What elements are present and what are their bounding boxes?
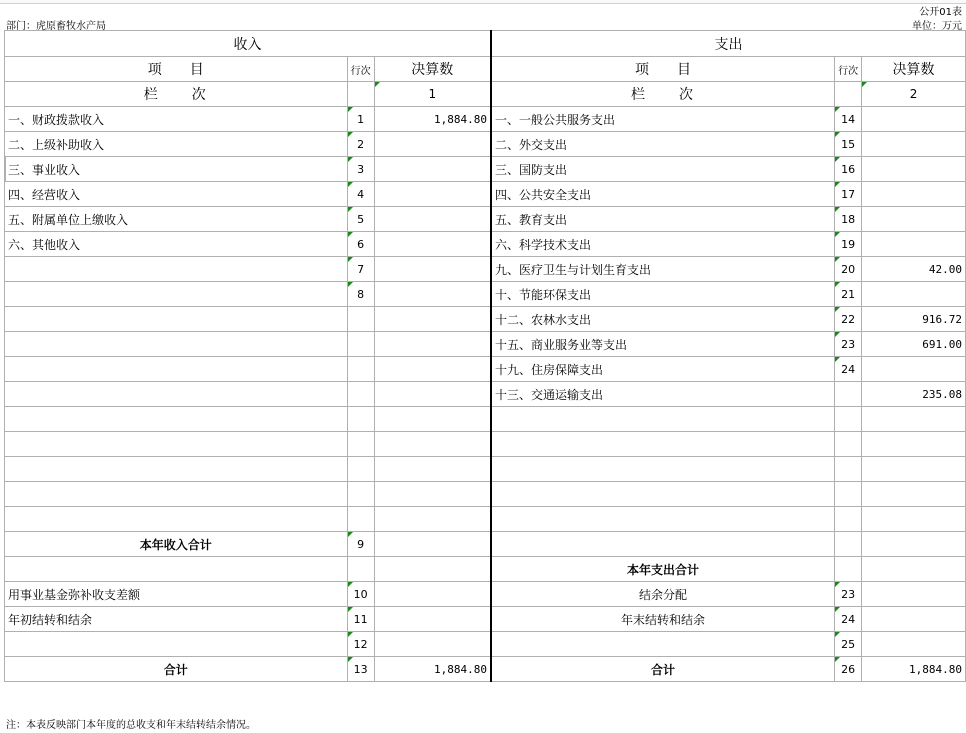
income-amount-cell[interactable]	[374, 232, 491, 257]
expense-line-no-cell[interactable]: 20	[835, 257, 862, 282]
department-label: 部门：虎原畜牧水产局	[6, 21, 106, 32]
income-item-cell[interactable]: 二、上级补助收入	[5, 132, 348, 157]
beginning-balance-amount[interactable]	[374, 607, 491, 632]
empty-row	[5, 457, 966, 482]
expense-blank-no[interactable]	[835, 532, 862, 557]
expense-index-blank	[835, 82, 862, 107]
expense-amount-cell[interactable]	[862, 182, 966, 207]
table-row	[5, 207, 966, 232]
income-item-cell[interactable]	[5, 257, 348, 282]
fund-gap-line-no[interactable]: 10	[347, 582, 374, 607]
income-line-no-cell[interactable]: 6	[347, 232, 374, 257]
income-amount-cell[interactable]	[374, 432, 491, 457]
income-amount-cell[interactable]	[374, 482, 491, 507]
income-total-amount[interactable]	[374, 532, 491, 557]
surplus-allocation-amount[interactable]	[862, 582, 966, 607]
expense-amount-cell[interactable]	[862, 407, 966, 432]
expense-amount-header: 决算数	[862, 57, 966, 82]
income-grand-total-line-no[interactable]: 13	[347, 657, 374, 682]
income-item-header: 项 目	[5, 57, 348, 82]
expense-item-cell[interactable]: 十三、交通运输支出	[491, 382, 835, 407]
table-row	[5, 382, 966, 407]
income-line-no-cell[interactable]	[347, 457, 374, 482]
income-index-blank	[347, 82, 374, 107]
income-line-no-cell[interactable]: 5	[347, 207, 374, 232]
expense-amount-cell[interactable]	[862, 207, 966, 232]
income-line-no-cell[interactable]	[347, 432, 374, 457]
budget-table	[4, 30, 966, 682]
expense-amount-cell[interactable]: 42.00	[862, 257, 966, 282]
expense-index-label: 栏 次	[491, 82, 835, 107]
fund-gap-label[interactable]: 用事业基金弥补收支差额	[5, 582, 348, 607]
income-amount-cell[interactable]	[374, 457, 491, 482]
empty-row	[5, 507, 966, 532]
summary-row	[5, 657, 966, 682]
income-item-cell[interactable]	[5, 357, 348, 382]
income-blank-cell[interactable]	[5, 557, 348, 582]
expense-amount-cell[interactable]	[862, 507, 966, 532]
income-amount-cell[interactable]	[374, 132, 491, 157]
expense-amount-cell[interactable]	[862, 457, 966, 482]
income-total-line-no[interactable]: 9	[347, 532, 374, 557]
surplus-allocation-label[interactable]: 结余分配	[491, 582, 835, 607]
expense-line-no-cell[interactable]: 23	[835, 332, 862, 357]
expense-item-cell[interactable]: 五、教育支出	[491, 207, 835, 232]
expense-amount-cell[interactable]: 235.08	[862, 382, 966, 407]
ending-balance-line-no[interactable]: 24	[835, 607, 862, 632]
income-item-cell[interactable]	[5, 407, 348, 432]
expense-item-cell[interactable]: 四、公共安全支出	[491, 182, 835, 207]
income-extra-amount[interactable]	[374, 632, 491, 657]
table-row	[5, 332, 966, 357]
income-amount-header: 决算数	[374, 57, 491, 82]
summary-row	[5, 532, 966, 557]
expense-line-no-cell[interactable]	[835, 507, 862, 532]
expense-line-no-cell[interactable]: 16	[835, 157, 862, 182]
expense-extra-cell[interactable]	[491, 632, 835, 657]
expense-line-no-cell[interactable]: 22	[835, 307, 862, 332]
income-item-cell[interactable]	[5, 457, 348, 482]
income-line-no-cell[interactable]: 7	[347, 257, 374, 282]
table-row	[5, 357, 966, 382]
expense-line-no-cell[interactable]: 18	[835, 207, 862, 232]
expense-item-cell[interactable]: 三、国防支出	[491, 157, 835, 182]
expense-amount-cell[interactable]	[862, 157, 966, 182]
income-line-no-cell[interactable]	[347, 482, 374, 507]
expense-amount-cell[interactable]	[862, 282, 966, 307]
income-line-no-cell[interactable]	[347, 382, 374, 407]
income-amount-cell[interactable]	[374, 157, 491, 182]
table-row	[5, 257, 966, 282]
empty-row	[5, 432, 966, 457]
beginning-balance-line-no[interactable]: 11	[347, 607, 374, 632]
empty-row	[5, 482, 966, 507]
form-number: 公开01表	[919, 7, 962, 18]
ending-balance-amount[interactable]	[862, 607, 966, 632]
income-line-no-cell[interactable]	[347, 332, 374, 357]
income-index-value: 1	[374, 82, 491, 107]
table-row	[5, 307, 966, 332]
beginning-balance-label[interactable]: 年初结转和结余	[5, 607, 348, 632]
income-line-no-cell[interactable]	[347, 407, 374, 432]
income-item-cell[interactable]	[5, 507, 348, 532]
expense-grand-total-label[interactable]: 合计	[491, 657, 835, 682]
income-item-cell[interactable]: 六、其他收入	[5, 232, 348, 257]
income-line-no-cell[interactable]: 4	[347, 182, 374, 207]
income-blank-amount[interactable]	[374, 557, 491, 582]
income-section-header: 收入	[5, 31, 491, 57]
table-row	[5, 132, 966, 157]
income-index-label: 栏 次	[5, 82, 348, 107]
income-line-no-cell[interactable]: 8	[347, 282, 374, 307]
expense-line-no-cell[interactable]: 21	[835, 282, 862, 307]
income-item-cell[interactable]: 五、附属单位上缴收入	[5, 207, 348, 232]
income-item-cell[interactable]	[5, 307, 348, 332]
expense-item-cell[interactable]: 十、节能环保支出	[491, 282, 835, 307]
expense-extra-amount[interactable]	[862, 632, 966, 657]
expense-total-line-no[interactable]	[835, 557, 862, 582]
ending-balance-label[interactable]: 年末结转和结余	[491, 607, 835, 632]
expense-blank-cell[interactable]	[491, 532, 835, 557]
expense-line-no-cell[interactable]: 19	[835, 232, 862, 257]
expense-item-cell[interactable]: 十二、农林水支出	[491, 307, 835, 332]
expense-grand-total-line-no[interactable]: 26	[835, 657, 862, 682]
income-item-cell[interactable]: 四、经营收入	[5, 182, 348, 207]
expense-item-cell[interactable]	[491, 432, 835, 457]
summary-row	[5, 632, 966, 657]
expense-line-no-cell[interactable]	[835, 382, 862, 407]
income-amount-cell[interactable]	[374, 207, 491, 232]
surplus-allocation-line-no[interactable]: 23	[835, 582, 862, 607]
income-item-cell[interactable]	[5, 382, 348, 407]
income-line-no-cell[interactable]: 1	[347, 107, 374, 132]
summary-row	[5, 607, 966, 632]
expense-blank-amount[interactable]	[862, 532, 966, 557]
expense-line-no-header: 行次	[835, 57, 862, 82]
top-strip	[0, 0, 966, 4]
table-row	[5, 232, 966, 257]
expense-item-cell[interactable]: 十五、商业服务业等支出	[491, 332, 835, 357]
income-extra-line-no[interactable]: 12	[347, 632, 374, 657]
expense-index-value: 2	[862, 82, 966, 107]
expense-amount-cell[interactable]	[862, 132, 966, 157]
income-grand-total-amount[interactable]: 1,884.80	[374, 657, 491, 682]
income-line-no-cell[interactable]	[347, 507, 374, 532]
footnote: 注：本表反映部门本年度的总收支和年末结转结余情况。	[6, 720, 256, 731]
income-blank-no[interactable]	[347, 557, 374, 582]
expense-item-header: 项 目	[491, 57, 835, 82]
table-row	[5, 107, 966, 132]
income-amount-cell[interactable]	[374, 282, 491, 307]
expense-grand-total-amount[interactable]: 1,884.80	[862, 657, 966, 682]
expense-amount-cell[interactable]	[862, 107, 966, 132]
income-amount-cell[interactable]	[374, 507, 491, 532]
expense-item-cell[interactable]: 十九、住房保障支出	[491, 357, 835, 382]
expense-line-no-cell[interactable]	[835, 482, 862, 507]
expense-amount-cell[interactable]: 916.72	[862, 307, 966, 332]
income-item-cell[interactable]: 一、财政拨款收入	[5, 107, 348, 132]
expense-line-no-cell[interactable]	[835, 432, 862, 457]
income-amount-cell[interactable]	[374, 182, 491, 207]
income-extra-cell[interactable]	[5, 632, 348, 657]
table-row	[5, 282, 966, 307]
income-item-cell[interactable]	[5, 432, 348, 457]
expense-item-cell[interactable]	[491, 507, 835, 532]
income-amount-cell[interactable]	[374, 257, 491, 282]
expense-item-cell[interactable]	[491, 482, 835, 507]
income-line-no-cell[interactable]: 2	[347, 132, 374, 157]
unit-label: 单位：万元	[912, 21, 962, 32]
expense-amount-cell[interactable]	[862, 432, 966, 457]
table-row	[5, 157, 966, 182]
income-amount-cell[interactable]	[374, 307, 491, 332]
income-total-label[interactable]: 本年收入合计	[5, 532, 348, 557]
expense-total-label[interactable]: 本年支出合计	[491, 557, 835, 582]
expense-line-no-cell[interactable]: 15	[835, 132, 862, 157]
expense-line-no-cell[interactable]	[835, 457, 862, 482]
expense-item-cell[interactable]: 六、科学技术支出	[491, 232, 835, 257]
expense-section-header: 支出	[491, 31, 966, 57]
income-amount-cell[interactable]	[374, 357, 491, 382]
expense-item-cell[interactable]: 九、医疗卫生与计划生育支出	[491, 257, 835, 282]
expense-extra-line-no[interactable]: 25	[835, 632, 862, 657]
expense-line-no-cell[interactable]: 24	[835, 357, 862, 382]
income-item-cell[interactable]: 三、事业收入	[5, 157, 348, 182]
expense-amount-cell[interactable]	[862, 357, 966, 382]
income-line-no-cell[interactable]	[347, 357, 374, 382]
expense-item-cell[interactable]	[491, 407, 835, 432]
expense-line-no-cell[interactable]: 14	[835, 107, 862, 132]
income-amount-cell[interactable]: 1,884.80	[374, 107, 491, 132]
expense-line-no-cell[interactable]	[835, 407, 862, 432]
expense-amount-cell[interactable]: 691.00	[862, 332, 966, 357]
expense-line-no-cell[interactable]: 17	[835, 182, 862, 207]
income-item-cell[interactable]	[5, 282, 348, 307]
empty-row	[5, 407, 966, 432]
summary-row	[5, 582, 966, 607]
income-line-no-cell[interactable]: 3	[347, 157, 374, 182]
expense-item-cell[interactable]: 一、一般公共服务支出	[491, 107, 835, 132]
fund-gap-amount[interactable]	[374, 582, 491, 607]
expense-total-amount[interactable]	[862, 557, 966, 582]
table-row	[5, 182, 966, 207]
income-item-cell[interactable]	[5, 332, 348, 357]
summary-row	[5, 557, 966, 582]
expense-item-cell[interactable]	[491, 457, 835, 482]
income-amount-cell[interactable]	[374, 407, 491, 432]
expense-amount-cell[interactable]	[862, 482, 966, 507]
income-grand-total-label[interactable]: 合计	[5, 657, 348, 682]
income-amount-cell[interactable]	[374, 332, 491, 357]
income-line-no-header: 行次	[347, 57, 374, 82]
income-item-cell[interactable]	[5, 482, 348, 507]
expense-amount-cell[interactable]	[862, 232, 966, 257]
expense-item-cell[interactable]: 二、外交支出	[491, 132, 835, 157]
income-amount-cell[interactable]	[374, 382, 491, 407]
income-line-no-cell[interactable]	[347, 307, 374, 332]
